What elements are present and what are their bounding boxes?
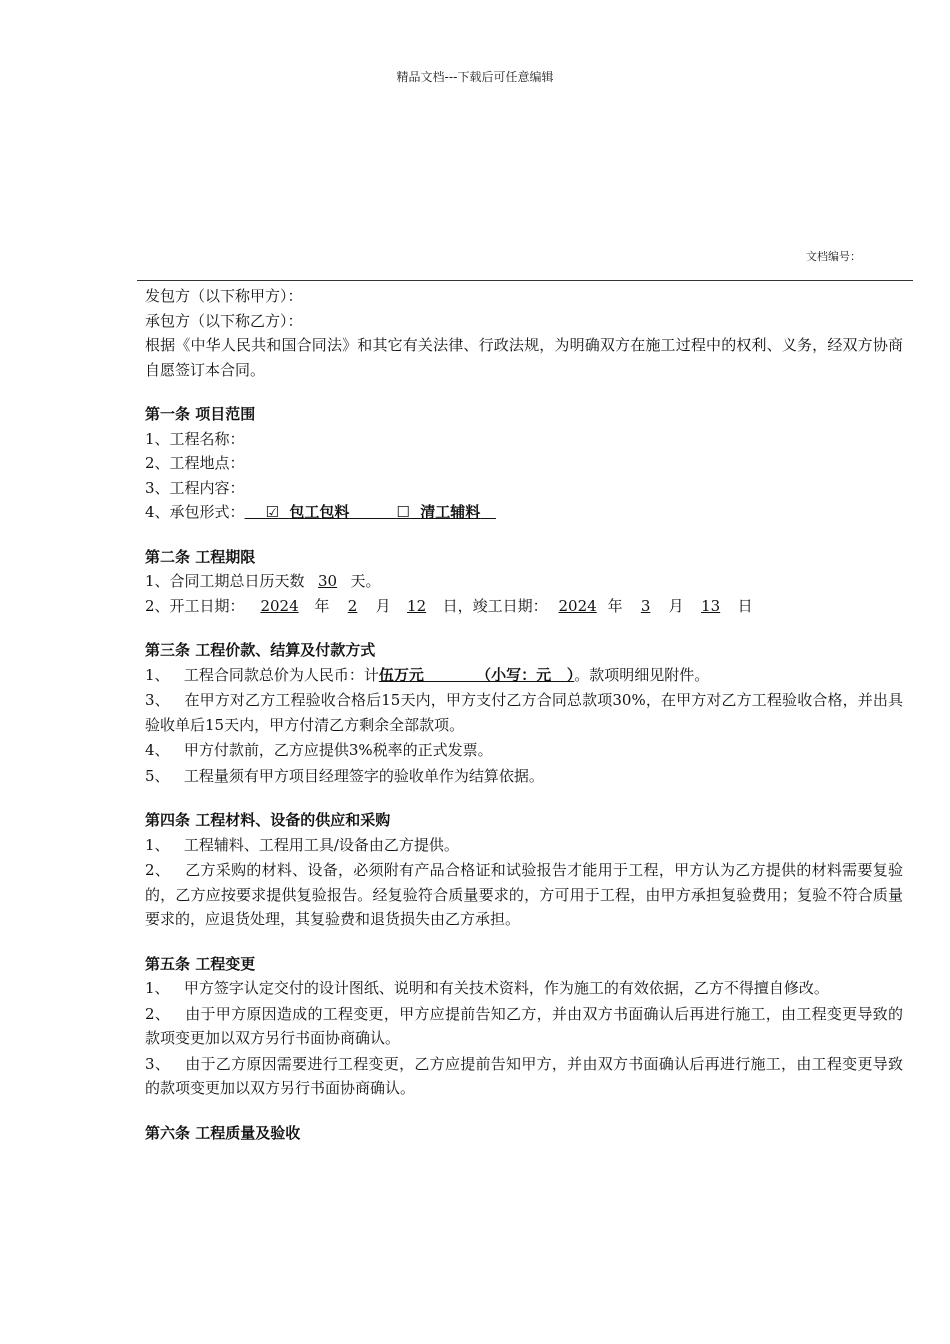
page-header-banner: 精品文档---下载后可任意编辑 — [396, 70, 554, 84]
article-5-item-3: 3、 由于乙方原因需要进行工程变更，乙方应提前告知甲方，并由双方书面确认后再进行施工，由工程变更导致的款项变更加以双方另行书面协商确认。 — [145, 1054, 903, 1097]
start-day-value: 12 — [407, 596, 427, 615]
duration-days-value: 30 — [318, 572, 338, 590]
article-1-item-4 — [145, 500, 903, 525]
article-3-item-1 — [145, 663, 903, 688]
checkbox-checked-icon[interactable]: ☑ — [265, 503, 279, 521]
day-unit: 日 — [737, 596, 753, 615]
party-b-line: 承包方（以下称乙方）： — [145, 311, 303, 330]
article-4-title: 第四条 工程材料、设备的供应和采购 — [145, 811, 391, 829]
end-day-value: 13 — [701, 596, 721, 615]
article-5-title: 第五条 工程变更 — [145, 954, 256, 973]
preamble-paragraph: 根据《中华人民共和国合同法》和其它有关法律、行政法规，为明确双方在施工过程中的权利、义务，经双方协商自愿签订本合同。 — [145, 336, 903, 379]
month-unit: 月 — [375, 596, 391, 615]
article-3-title: 第三条 工程价款、结算及付款方式 — [145, 641, 376, 659]
article-3-item-4: 4、 甲方付款前，乙方应提供3%税率的正式发票。 — [145, 741, 493, 759]
document-number-label: 文档编号： — [806, 250, 861, 263]
article-5-item-1: 1、 甲方签字认定交付的设计图纸、说明和有关技术资料，作为施工的有效依据，乙方不得擅自修改。 — [145, 979, 829, 997]
contract-form-options — [245, 503, 496, 521]
article-3-item-3: 3、 在甲方对乙方工程验收合格后15天内，甲方支付乙方合同总款项30%，在甲方对乙方工程验收合格，并出具验收单后15天内，甲方付清乙方剩余全部款项。 — [145, 691, 903, 734]
article-6-title: 第六条 工程质量及验收 — [145, 1123, 301, 1142]
duration-label: 1、合同工期总日历天数 — [145, 572, 305, 590]
article-1-item-3: 3、工程内容： — [145, 478, 245, 497]
contract-form-label: 4、承包形式： — [145, 503, 245, 521]
article-4-item-1: 1、 工程辅料、工程用工具/设备由乙方提供。 — [145, 835, 459, 854]
article-2-title: 第二条 工程期限 — [145, 547, 256, 566]
contract-price-amount: 伍万元 （小写：元 ） — [378, 665, 575, 684]
end-month-value: 3 — [640, 596, 651, 615]
month-unit: 月 — [668, 596, 684, 615]
article-1-title: 第一条 项目范围 — [145, 405, 256, 423]
article-2-item-1 — [145, 569, 903, 594]
article-2-item-2 — [145, 594, 903, 619]
contract-price-suffix: 。款项明细见附件。 — [574, 665, 710, 684]
contract-price-label: 1、 工程合同款总价为人民币：计 — [145, 665, 379, 684]
start-month-value: 2 — [347, 596, 358, 615]
contract-body — [145, 284, 903, 1145]
article-4-item-2: 2、 乙方采购的材料、设备，必须附有产品合格证和试验报告才能用于工程，甲方认为乙方提供的材料需要复验的，乙方应按要求提供复验报告。经复验符合质量要求的，方可用于工程，由甲方承担复验费用；复验不符合质量要求的，应退货处理，其复验费和退货损失由乙方承担。 — [145, 861, 903, 928]
end-year-value: 2024 — [558, 596, 597, 615]
end-date-label: ，竣工日期： — [457, 596, 548, 615]
year-unit: 年 — [314, 596, 330, 615]
duration-suffix: 天。 — [350, 572, 381, 590]
article-1-item-2: 2、工程地点： — [145, 454, 245, 472]
checkbox-unchecked-icon[interactable]: ☐ — [396, 503, 410, 521]
year-unit: 年 — [607, 596, 623, 615]
start-date-label: 2、开工日期： — [145, 596, 245, 615]
option-labor-only: 清工辅料 — [420, 503, 481, 521]
party-a-line: 发包方（以下称甲方）： — [145, 287, 303, 305]
article-3-item-5: 5、 工程量须有甲方项目经理签字的验收单作为结算依据。 — [145, 766, 544, 785]
start-year-value: 2024 — [260, 596, 299, 615]
header-divider — [137, 280, 913, 281]
day-unit: 日 — [442, 596, 458, 615]
article-5-item-2: 2、 由于甲方原因造成的工程变更，甲方应提前告知乙方，并由双方书面确认后再进行施工，由工程变更导致的款项变更加以双方另行书面协商确认。 — [145, 1004, 903, 1047]
option-labor-and-materials: 包工包料 — [289, 503, 350, 521]
article-1-item-1: 1、工程名称： — [145, 429, 245, 448]
